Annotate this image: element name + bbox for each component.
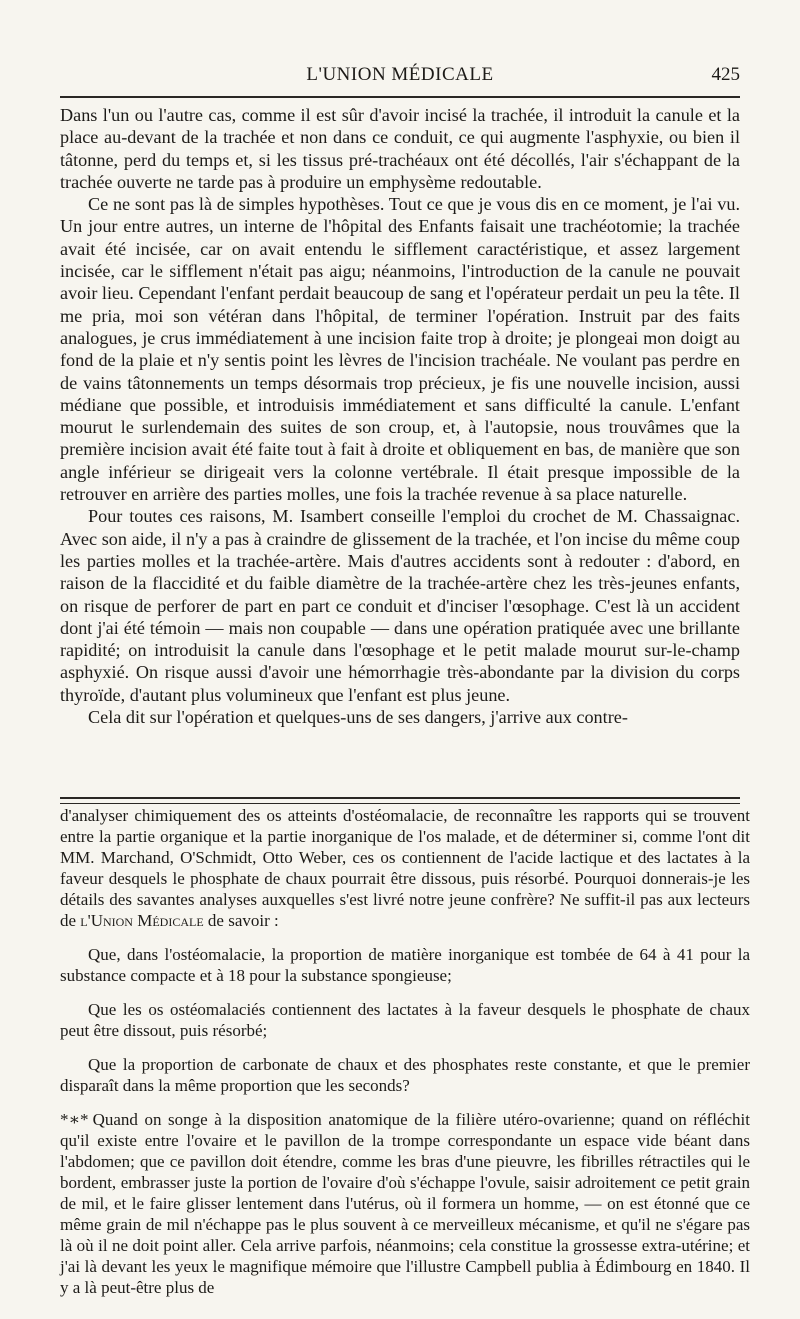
feuilleton-answer-1: Que, dans l'ostéomalacie, la proportion de matière inorganique est tombée de 64 à 41 pour la substance compacte et à 18 pour la substance spongieuse; <box>60 945 750 985</box>
journal-name: l'Union Médicale <box>80 911 204 930</box>
feuilleton-intro <box>60 805 750 931</box>
page-number: 425 <box>711 64 740 85</box>
main-paragraph-4: Cela dit sur l'opération et quelques-uns de ses dangers, j'arrive aux contre- <box>88 707 628 728</box>
header-rule <box>60 96 740 98</box>
running-title: L'UNION MÉDICALE <box>306 64 494 85</box>
main-paragraph-3: Pour toutes ces raisons, M. Isambert conseille l'emploi du crochet de M. Chassaignac. Avec son aide, il n'y a pas à craindre de glissement de la trachée, et l'on incise du même coup les parties molles et la trachée-artère. Mais d'autres accidents sont à redouter : d'abord, en raison de la flaccidité et du faible diamètre de la trachée-artère chez les très-jeunes enfants, on risque de perforer de part en part ce conduit et d'inciser l'œsophage. C'est là un accident dont j'ai été témoin — mais non coupable — dans une opération pratiquée avec une brillante rapidité; on introduisit la canule dans l'œsophage et le petit malade mourut sur-le-champ asphyxié. On risque aussi d'avoir une hémorrhagie très-abondante par la division du corps thyroïde, d'autant plus volumineux que l'enfant est plus jeune. <box>60 506 740 705</box>
asterism: *∗* <box>60 1110 89 1129</box>
feuilleton-text <box>60 805 750 1298</box>
page-header <box>60 62 740 94</box>
feuilleton-intro-before: d'analyser chimiquement des os atteints d'ostéomalacie, de reconnaître les rapports qui se trouvent entre la partie organique et la partie inorganique de l'os malade, et de déterminer si, comme l'ont dit MM. Marchand, O'Schmidt, Otto Weber, ces os contiennent de l'acide lactique et des lactates à la faveur desquels le phosphate de chaux pourrait être dissous, puis résorbé. Pourquoi donnerais-je les détails des savantes analyses auxquelles s'est livré notre jeune confrère? Ne suffit-il pas aux lecteurs de <box>60 806 750 930</box>
feuilleton-answer-2: Que les os ostéomalaciés contiennent des lactates à la faveur desquels le phosphate de chaux peut être dissout, puis résorbé; <box>60 1000 750 1040</box>
feuilleton-intro-after: de savoir : <box>203 911 279 930</box>
feuilleton-closing-paragraph <box>60 1109 750 1298</box>
main-text <box>60 104 740 728</box>
feuilleton-answer-3: Que la proportion de carbonate de chaux et des phosphates reste constante, et que le premier disparaît dans la même proportion que les seconds? <box>60 1055 750 1095</box>
main-paragraph-1: Dans l'un ou l'autre cas, comme il est sûr d'avoir incisé la trachée, il introduit la canule et la place au-devant de la trachée et non dans ce conduit, ce qui augmente l'asphyxie, ou bien il tâtonne, perd du temps et, si les tissus pré-trachéaux ont été décollés, l'air s'échappant de la trachée ouverte ne tarde pas à produire un emphysème redoutable. <box>60 105 740 192</box>
feuilleton-closing: Quand on songe à la disposition anatomique de la filière utéro-ovarienne; quand on réfléchit qu'il existe entre l'ovaire et le pavillon de la trompe correspondante un espace vide béant dans l'abdomen; que ce pavillon doit étendre, comme les bras d'une pieuvre, les fibrilles rétractiles qui le bordent, embrasser juste la portion de l'ovaire d'où s'échappe l'ovule, saisir adroitement ce petit grain de mil, et le faire glisser lentement dans l'utérus, où il formera un homme, — on est étonné que ce même grain de mil n'échappe pas le plus souvent à ce merveilleux mécanisme, et qu'il ne s'égare pas là où il ne doit point aller. Cela arrive parfois, néanmoins; cela constitue la grossesse extra-utérine; et j'ai là devant les yeux le magnifique mémoire que l'illustre Campbell publia à Édimbourg en 1840. Il y a là peut-être plus de <box>60 1110 750 1297</box>
feuilleton-divider <box>60 797 740 804</box>
main-paragraph-2: Ce ne sont pas là de simples hypothèses. Tout ce que je vous dis en ce moment, je l'ai vu. Un jour entre autres, un interne de l'hôpital des Enfants faisait une trachéotomie; la trachée avait été incisée, car on avait entendu le sifflement caractéristique, et assez largement incisée, car le sifflement n'était pas aigu; néanmoins, l'introduction de la canule ne pouvait avoir lieu. Cependant l'enfant perdait beaucoup de sang et l'opérateur perdait un peu la tête. Il me pria, moi son vétéran dans l'hôpital, de terminer l'opération. Instruit par des faits analogues, je crus immédiatement à une incision faite trop à droite; je plongeai mon doigt au fond de la plaie et n'y sentis point les lèvres de l'incision trachéale. Ne voulant pas perdre en de vains tâtonnements un temps désormais trop précieux, je fis une nouvelle incision, aussi médiane que possible, et introduisis immédiatement et sans difficulté la canule. L'enfant mourut le surlendemain des suites de son croup, et, à l'autopsie, nous trouvâmes que la première incision avait été faite tout à fait à droite et obliquement en bas, de manière que son angle inférieur se dirigeait vers la colonne vertébrale. Il était presque impossible de la retrouver en arrière des parties molles, une fois la trachée revenue à sa place naturelle. <box>60 194 740 505</box>
